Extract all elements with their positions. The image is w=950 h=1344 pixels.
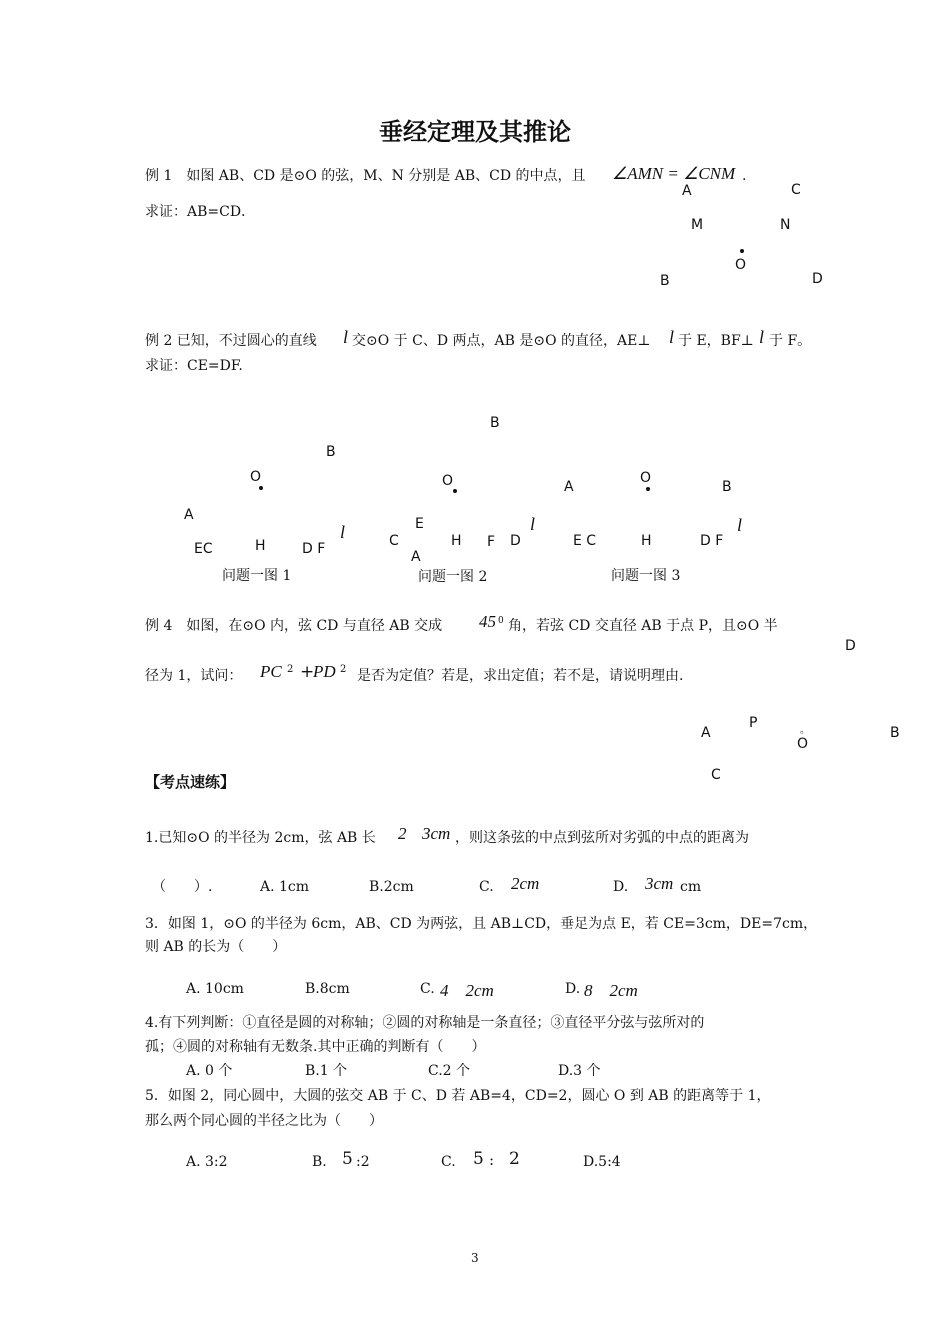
- ex4-statement-part3: 径为 1，试问：: [145, 668, 243, 684]
- ex1-fig-label-o: O: [735, 257, 747, 273]
- ex1-fig-label-b: B: [660, 273, 670, 289]
- ex4-fig-label-c: C: [711, 767, 721, 783]
- fig1-label-o: O: [250, 469, 262, 485]
- fig2-label-c: C: [389, 533, 399, 549]
- q1-option-d-label: D.: [613, 879, 629, 895]
- ex1-fig-label-n: N: [780, 217, 791, 233]
- fig1-label-b: B: [326, 444, 336, 460]
- q5-option-c-value1: 5: [473, 1149, 484, 1169]
- fig3-label-o: O: [640, 470, 652, 486]
- q1-statement-part2: ，则这条弦的中点到弦所对劣弧的中点的距离为: [455, 830, 749, 846]
- q5-option-a: A. 3:2: [186, 1154, 228, 1170]
- q5-statement-line1: 5．如图 2，同心圆中，大圆的弦交 AB 于 C、D 若 AB=4，CD=2，圆心 O 到 AB 的距离等于 1，: [145, 1088, 771, 1104]
- q5-option-d: D.5:4: [583, 1154, 621, 1170]
- fig2-caption: 问题一图 2: [418, 569, 488, 585]
- fig3-label-a: A: [564, 479, 574, 495]
- ex4-degree-mark: 0: [498, 616, 504, 626]
- ex4-formula-pc: PC: [260, 662, 282, 681]
- fig3-center-dot: [646, 487, 650, 491]
- ex4-center-mark: 。: [800, 725, 810, 736]
- fig1-caption: 问题一图 1: [222, 568, 292, 584]
- q1-option-a: A. 1cm: [260, 879, 310, 895]
- ex1-center-dot: [740, 249, 744, 253]
- fig2-label-f: F: [487, 534, 496, 550]
- q3-option-d-value: 8 2cm: [584, 981, 638, 1000]
- q4-statement-line2: 孤；④圆的对称轴有无数条.其中正确的判断有（ ）: [145, 1039, 486, 1055]
- ex2-line-l-2: l: [669, 327, 675, 347]
- fig1-label-ec: EC: [194, 541, 213, 557]
- q4-option-b: B.1 个: [305, 1063, 348, 1079]
- q5-statement-line2: 那么两个同心圆的半径之比为（ ）: [145, 1113, 383, 1129]
- fig3-label-df: D F: [700, 533, 724, 549]
- q5-option-c-label: C.: [441, 1154, 456, 1170]
- fig2-label-o: O: [442, 473, 454, 489]
- q3-option-c-label: C.: [420, 981, 435, 997]
- ex2-line-l: l: [343, 327, 349, 347]
- q3-option-d-label: D.: [565, 981, 581, 997]
- q5-option-b-value: 5: [342, 1149, 353, 1169]
- ex2-statement-part2: 交⊙O 于 C、D 两点，AB 是⊙O 的直径，AE⊥: [352, 333, 651, 349]
- ex1-period: .: [742, 168, 747, 184]
- ex2-line-l-3: l: [759, 327, 765, 347]
- fig3-label-ec: E C: [573, 533, 597, 549]
- ex4-fig-label-p: P: [749, 715, 758, 731]
- ex4-statement-part4: 是否为定值？若是，求出定值；若不是，请说明理由.: [357, 668, 684, 684]
- ex2-prove: 求证：CE=DF.: [145, 358, 243, 374]
- fig2-label-h: H: [451, 533, 462, 549]
- ex1-statement: 例 1 如图 AB、CD 是⊙O 的弦，M、N 分别是 AB、CD 的中点，且: [145, 168, 586, 184]
- ex4-formula-pd: PD: [313, 662, 336, 681]
- q3-option-b: B.8cm: [305, 981, 350, 997]
- ex4-fig-label-o: O: [797, 736, 809, 752]
- q1-option-c-value: 2cm: [511, 874, 540, 893]
- section-header: 【考点速练】: [145, 773, 236, 791]
- ex4-statement-part2: 角，若弦 CD 交直径 AB 于点 P，且⊙O 半: [508, 618, 778, 634]
- page-number: 3: [471, 1251, 479, 1265]
- fig2-label-a: A: [411, 549, 421, 565]
- fig1-label-df: D F: [302, 541, 326, 557]
- ex1-formula: ∠AMN = ∠CNM: [612, 164, 736, 183]
- fig2-center-dot: [453, 489, 457, 493]
- q1-value-2: 2: [398, 824, 407, 843]
- q1-option-c-label: C.: [479, 879, 494, 895]
- ex4-angle-value: 45: [479, 612, 496, 631]
- q4-option-d: D.3 个: [558, 1063, 601, 1079]
- q1-statement-part1: 1.已知⊙O 的半径为 2cm，弦 AB 长: [145, 830, 376, 846]
- ex1-fig-label-c: C: [791, 182, 801, 198]
- fig2-label-d: D: [510, 533, 521, 549]
- fig1-center-dot: [259, 486, 263, 490]
- q5-option-c-value2: 2: [509, 1149, 520, 1169]
- ex2-statement-part3: 于 E，BF⊥: [678, 333, 754, 349]
- ex1-fig-label-a: A: [682, 183, 692, 199]
- q1-paren: （ ）.: [152, 879, 213, 895]
- q1-value-3cm: 3cm: [422, 824, 451, 843]
- ex4-fig-label-d: D: [845, 638, 856, 654]
- ex4-statement-part1: 例 4 如图，在⊙O 内，弦 CD 与直径 AB 交成: [145, 618, 443, 634]
- ex2-statement-part4: 于 F。: [769, 333, 812, 349]
- ex4-formula-sup-1: 2: [287, 664, 294, 675]
- q4-option-c: C.2 个: [428, 1063, 471, 1079]
- q3-statement-line1: 3．如图 1，⊙O 的半径为 6cm，AB、CD 为两弦，且 AB⊥CD，垂足为点 E，若 CE=3cm，DE=7cm，: [145, 916, 818, 932]
- page-title: 垂经定理及其推论: [379, 117, 571, 146]
- q3-statement-line2: 则 AB 的长为（ ）: [145, 939, 287, 955]
- fig2-line-l: l: [530, 514, 536, 534]
- q4-statement-line1: 4.有下列判断：①直径是圆的对称轴；②圆的对称轴是一条直径；③直径平分弦与弦所对的: [145, 1015, 705, 1031]
- q3-option-c-value: 4 2cm: [440, 981, 494, 1000]
- q1-option-d-value: 3cm: [645, 874, 674, 893]
- q4-option-a: A. 0 个: [186, 1063, 233, 1079]
- q5-option-b-label: B.: [312, 1154, 327, 1170]
- q1-option-d-unit: cm: [680, 879, 702, 895]
- fig1-line-l: l: [340, 522, 346, 542]
- ex4-formula-plus: +: [300, 662, 315, 682]
- q3-option-a: A. 10cm: [186, 981, 244, 997]
- q1-option-b: B.2cm: [369, 879, 414, 895]
- ex1-fig-label-d: D: [812, 271, 823, 287]
- ex1-fig-label-m: M: [691, 217, 704, 233]
- fig1-label-h: H: [255, 538, 266, 554]
- fig3-line-l: l: [737, 515, 743, 535]
- q5-option-c-colon: :: [489, 1151, 495, 1169]
- q5-option-b-suffix: :2: [356, 1154, 370, 1170]
- fig3-label-b: B: [722, 479, 732, 495]
- fig3-caption: 问题一图 3: [611, 568, 681, 584]
- ex4-fig-label-b: B: [890, 725, 900, 741]
- ex4-formula-sup-2: 2: [340, 664, 347, 675]
- ex1-prove: 求证：AB=CD．: [145, 204, 256, 220]
- fig3-label-h: H: [641, 533, 652, 549]
- ex2-statement-part1: 例 2 已知，不过圆心的直线: [145, 333, 317, 349]
- fig1-label-a: A: [184, 507, 194, 523]
- fig2-label-b: B: [490, 415, 500, 431]
- fig2-label-e: E: [415, 516, 424, 532]
- ex4-fig-label-a: A: [701, 725, 711, 741]
